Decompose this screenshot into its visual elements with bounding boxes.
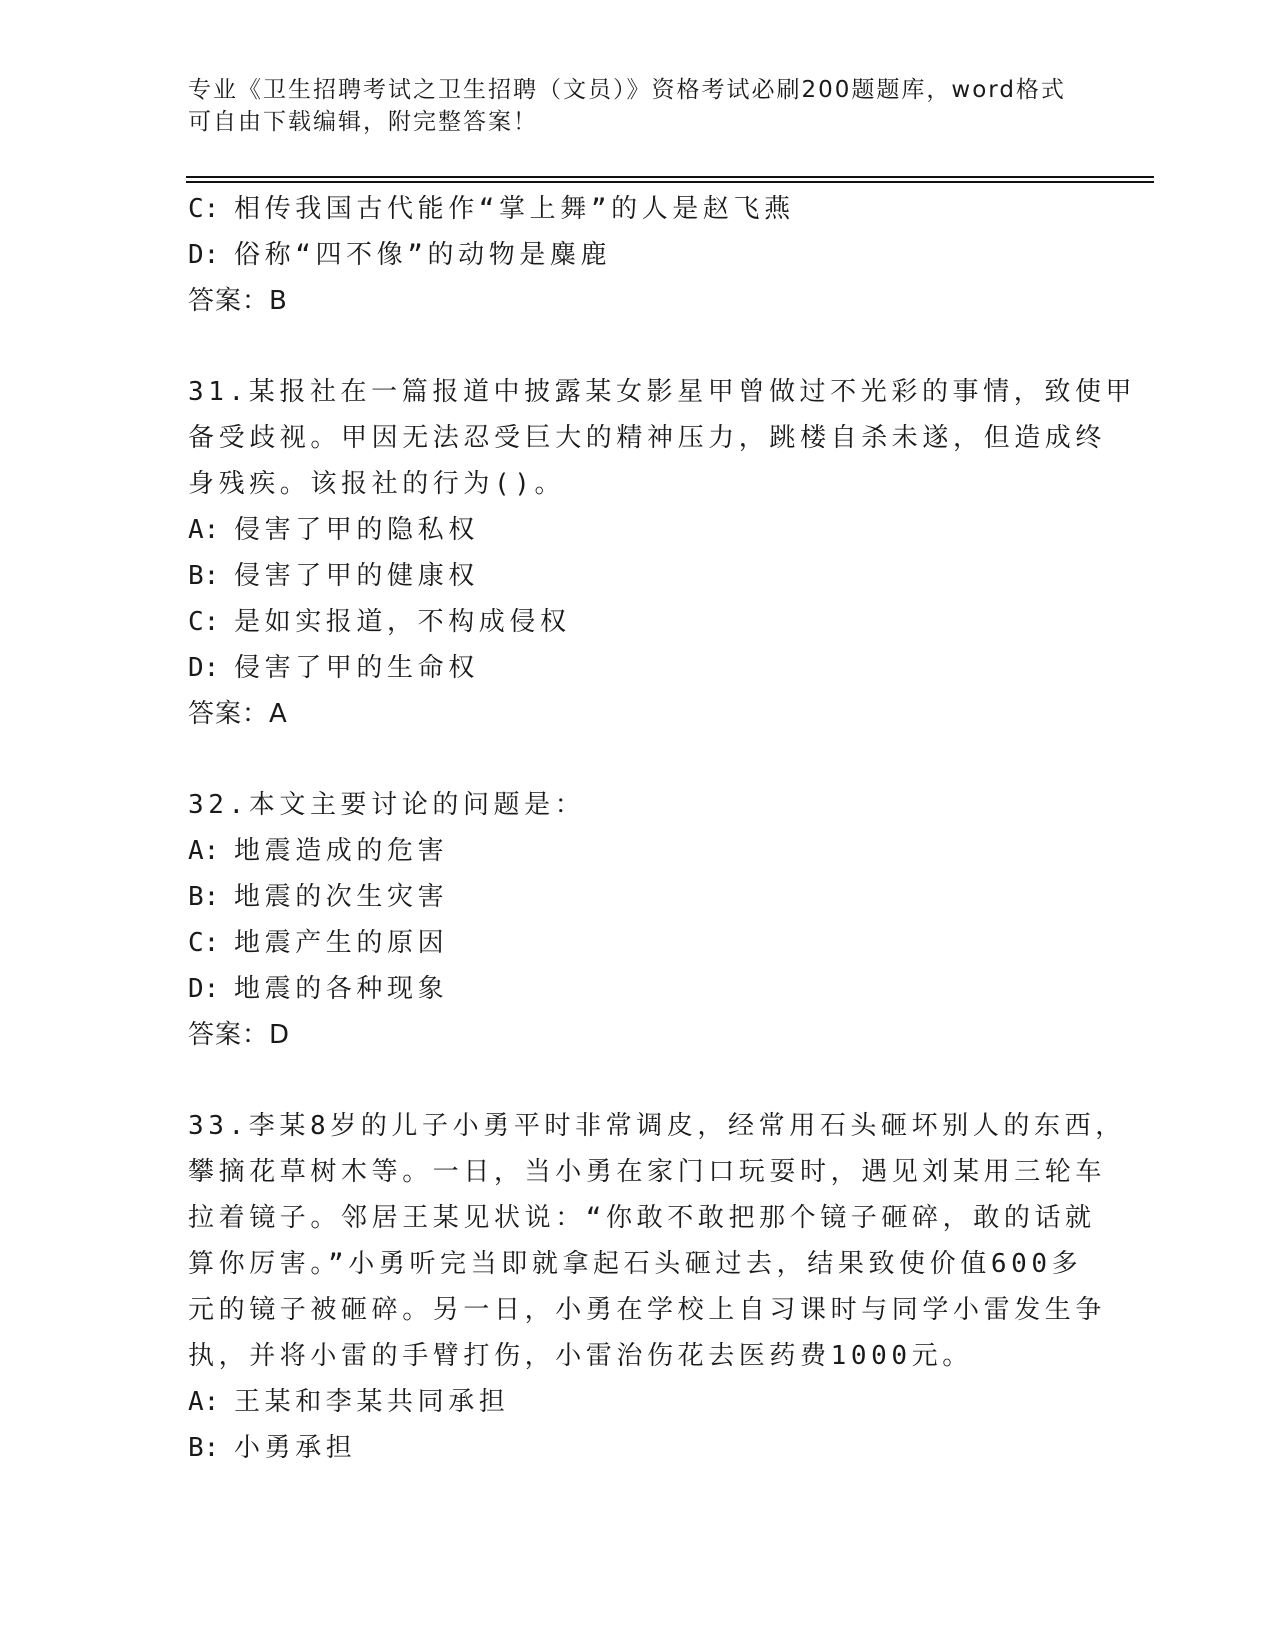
question-stem-line: 31.某报社在一篇报道中披露某女影星甲曾做过不光彩的事情，致使甲 [188, 377, 1137, 407]
header-divider-top [186, 176, 1154, 178]
answer-line: 答案：A [188, 699, 288, 729]
question-31 [188, 369, 1137, 737]
option-d [188, 645, 1088, 691]
option-a [188, 1379, 1088, 1425]
option-d [188, 966, 1088, 1012]
option-letter: A: [188, 1387, 220, 1417]
option-text: 地震的次生灾害 [234, 882, 449, 912]
option-letter: C: [188, 607, 220, 637]
option-a [188, 507, 1088, 553]
option-b [188, 1425, 1088, 1471]
option-text: 是如实报道，不构成侵权 [234, 607, 571, 637]
question-stem-line: 元的镜子被砸碎。另一日，小勇在学校上自习课时与同学小雷发生争 [188, 1295, 1107, 1325]
document-header [188, 74, 1068, 138]
option-text: 相传我国古代能作“掌上舞”的人是赵飞燕 [234, 194, 795, 224]
option-text: 俗称“四不像”的动物是麋鹿 [234, 240, 612, 270]
question-32 [188, 782, 1088, 1058]
question-stem-line: 攀摘花草树木等。一日，当小勇在家门口玩耍时，遇见刘某用三轮车 [188, 1157, 1107, 1187]
option-letter: C: [188, 194, 220, 224]
question-stem-line: 身残疾。该报社的行为()。 [188, 469, 566, 499]
option-a [188, 828, 1088, 874]
question-stem-line: 32.本文主要讨论的问题是： [188, 790, 586, 820]
option-letter: A: [188, 515, 220, 545]
option-text: 侵害了甲的生命权 [234, 653, 479, 683]
option-c [188, 920, 1088, 966]
option-text: 侵害了甲的健康权 [234, 561, 479, 591]
option-letter: D: [188, 240, 220, 270]
option-letter: B: [188, 561, 220, 591]
option-text: 地震的各种现象 [234, 974, 449, 1004]
option-d [188, 232, 1088, 278]
option-text: 侵害了甲的隐私权 [234, 515, 479, 545]
option-text: 地震产生的原因 [234, 928, 449, 958]
question-stem-line: 算你厉害。”小勇听完当即就拿起石头砸过去，结果致使价值600多 [188, 1249, 1083, 1279]
question-stem-line: 33.李某8岁的儿子小勇平时非常调皮，经常用石头砸坏别人的东西， [188, 1111, 1126, 1141]
option-letter: B: [188, 1433, 220, 1463]
option-b [188, 874, 1088, 920]
question-stem-line: 拉着镜子。邻居王某见状说：“你敢不敢把那个镜子砸碎，敢的话就 [188, 1203, 1096, 1233]
question-stem-line: 备受歧视。甲因无法忍受巨大的精神压力，跳楼自杀未遂，但造成终 [188, 423, 1107, 453]
option-letter: B: [188, 882, 220, 912]
prev-question-block [188, 186, 1088, 324]
option-letter: C: [188, 928, 220, 958]
question-stem-line: 执，并将小雷的手臂打伤，小雷治伤花去医药费1000元。 [188, 1341, 973, 1371]
option-letter: D: [188, 653, 220, 683]
option-letter: D: [188, 974, 220, 1004]
option-b [188, 553, 1088, 599]
option-text: 地震造成的危害 [234, 836, 449, 866]
option-letter: A: [188, 836, 220, 866]
header-divider-bottom [186, 181, 1154, 183]
option-text: 王某和李某共同承担 [234, 1387, 510, 1417]
option-text: 小勇承担 [234, 1433, 357, 1463]
question-list [188, 186, 1137, 1471]
option-c [188, 186, 1088, 232]
header-title-line-2: 可自由下载编辑，附完整答案！ [188, 109, 538, 135]
option-c [188, 599, 1088, 645]
answer-line: 答案：B [188, 286, 288, 316]
header-title-line-1: 专业《卫生招聘考试之卫生招聘（文员）》资格考试必刷200题题库，word格式 [188, 77, 1066, 103]
question-33 [188, 1103, 1126, 1471]
answer-line: 答案：D [188, 1020, 291, 1050]
